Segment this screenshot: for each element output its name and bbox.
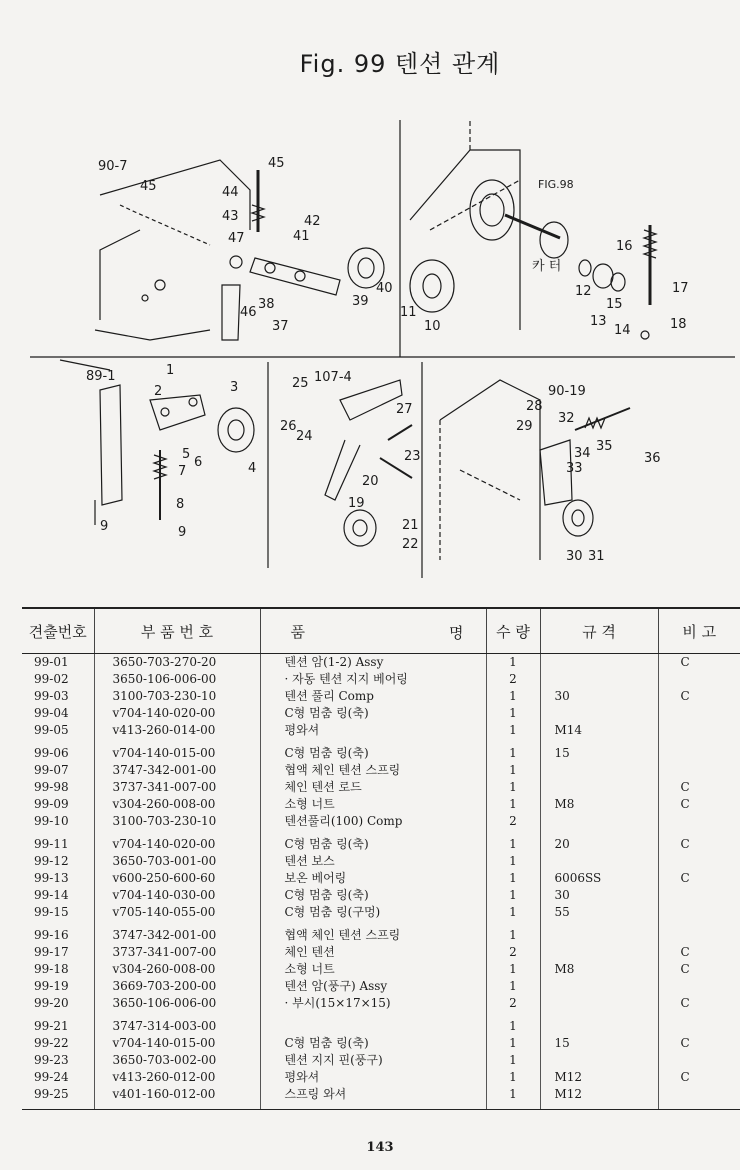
- row-id: 99-14: [22, 887, 94, 904]
- row-part-number: 3650-703-270-20: [94, 654, 260, 672]
- callout-labels: [86, 156, 689, 564]
- row-name: C형 멈춤 링(축): [260, 705, 486, 722]
- svg-text:7: 7: [178, 464, 187, 479]
- parts-table-wrapper: [22, 607, 740, 1110]
- table-row: [22, 853, 740, 870]
- svg-text:37: 37: [272, 319, 289, 334]
- svg-text:10: 10: [424, 319, 441, 334]
- row-qty: 1: [486, 978, 540, 995]
- row-qty: 1: [486, 887, 540, 904]
- table-row: [22, 870, 740, 887]
- row-spec: [540, 921, 658, 944]
- row-id: 99-22: [22, 1035, 94, 1052]
- svg-text:4: 4: [248, 461, 257, 476]
- svg-text:15: 15: [606, 297, 623, 312]
- svg-text:47: 47: [228, 231, 245, 246]
- row-name: 체인 텐션: [260, 944, 486, 961]
- svg-text:23: 23: [404, 449, 421, 464]
- row-qty: 1: [486, 853, 540, 870]
- row-id: 99-05: [22, 722, 94, 739]
- row-part-number: v600-250-600-60: [94, 870, 260, 887]
- row-name: · 부시(15×17×15): [260, 995, 486, 1012]
- row-note: [658, 705, 740, 722]
- svg-text:1: 1: [166, 363, 175, 378]
- row-spec: 15: [540, 1035, 658, 1052]
- row-spec: [540, 705, 658, 722]
- row-spec: [540, 671, 658, 688]
- row-name: C형 멈춤 링(축): [260, 1035, 486, 1052]
- row-spec: [540, 944, 658, 961]
- svg-text:46: 46: [240, 305, 257, 320]
- table-row: [22, 1012, 740, 1035]
- svg-text:30: 30: [566, 549, 583, 564]
- row-id: 99-11: [22, 830, 94, 853]
- row-name: 텐션풀리(100) Comp: [260, 813, 486, 830]
- svg-text:8: 8: [176, 497, 185, 512]
- row-part-number: 3100-703-230-10: [94, 688, 260, 705]
- svg-text:13: 13: [590, 314, 607, 329]
- row-part-number: v401-160-012-00: [94, 1086, 260, 1109]
- row-note: C: [680, 797, 690, 811]
- row-qty: 1: [486, 1012, 540, 1035]
- row-qty: 1: [486, 830, 540, 853]
- svg-text:45: 45: [140, 179, 157, 194]
- row-part-number: 3747-342-001-00: [94, 762, 260, 779]
- svg-text:3: 3: [230, 380, 239, 395]
- row-qty: 1: [486, 1052, 540, 1069]
- row-id: 99-10: [22, 813, 94, 830]
- row-note: C: [680, 871, 690, 885]
- row-id: 99-19: [22, 978, 94, 995]
- row-note: C: [680, 780, 690, 794]
- row-name: 소형 너트: [260, 961, 486, 978]
- row-qty: 1: [486, 961, 540, 978]
- svg-text:17: 17: [672, 281, 689, 296]
- row-spec: [540, 1052, 658, 1069]
- row-name: · 자동 텐션 지지 베어링: [260, 671, 486, 688]
- svg-text:26: 26: [280, 419, 297, 434]
- table-row: [22, 887, 740, 904]
- row-part-number: 3650-106-006-00: [94, 671, 260, 688]
- row-qty: 1: [486, 762, 540, 779]
- table-row: [22, 688, 740, 705]
- table-row: [22, 921, 740, 944]
- row-note: [658, 921, 740, 944]
- row-part-number: 3650-703-001-00: [94, 853, 260, 870]
- svg-text:12: 12: [575, 284, 592, 299]
- svg-text:90-7: 90-7: [98, 159, 128, 174]
- row-spec: M14: [540, 722, 658, 739]
- svg-text:18: 18: [670, 317, 687, 332]
- row-qty: 1: [486, 904, 540, 921]
- row-name: 소형 너트: [260, 796, 486, 813]
- svg-text:38: 38: [258, 297, 275, 312]
- header-spec: 규 격: [540, 608, 658, 654]
- row-name: 텐션 보스: [260, 853, 486, 870]
- svg-text:44: 44: [222, 185, 239, 200]
- row-qty: 1: [486, 870, 540, 887]
- row-name: 협액 체인 텐션 스프링: [260, 921, 486, 944]
- row-part-number: 3669-703-200-00: [94, 978, 260, 995]
- row-part-number: v413-260-012-00: [94, 1069, 260, 1086]
- row-qty: 1: [486, 722, 540, 739]
- row-note: C: [680, 1070, 690, 1084]
- row-note: C: [680, 945, 690, 959]
- table-row: [22, 779, 740, 796]
- row-id: 99-13: [22, 870, 94, 887]
- svg-text:25: 25: [292, 376, 309, 391]
- row-qty: 1: [486, 921, 540, 944]
- svg-text:107-4: 107-4: [314, 370, 352, 385]
- row-name: 평와셔: [260, 722, 486, 739]
- table-row: [22, 1052, 740, 1069]
- row-spec: 30: [540, 688, 658, 705]
- svg-text:20: 20: [362, 474, 379, 489]
- header-note: 비 고: [658, 608, 740, 654]
- row-qty: 1: [486, 1035, 540, 1052]
- row-note: C: [680, 689, 690, 703]
- row-id: 99-01: [22, 654, 94, 672]
- row-name: 텐션 풀리 Comp: [260, 688, 486, 705]
- row-spec: M12: [540, 1069, 658, 1086]
- svg-text:42: 42: [304, 214, 321, 229]
- svg-text:89-1: 89-1: [86, 369, 116, 384]
- table-row: [22, 705, 740, 722]
- row-spec: [540, 762, 658, 779]
- table-body: [22, 654, 740, 1110]
- table-row: [22, 722, 740, 739]
- row-part-number: 3650-703-002-00: [94, 1052, 260, 1069]
- row-id: 99-07: [22, 762, 94, 779]
- row-name: 체인 텐션 로드: [260, 779, 486, 796]
- table-row: [22, 739, 740, 762]
- row-note: [658, 853, 740, 870]
- row-note: [658, 722, 740, 739]
- row-note: [658, 1086, 740, 1109]
- row-note: [658, 762, 740, 779]
- row-name: C형 멈춤 링(축): [260, 739, 486, 762]
- row-id: 99-25: [22, 1086, 94, 1109]
- parts-table: [22, 607, 740, 1109]
- svg-text:28: 28: [526, 399, 543, 414]
- table-row: [22, 944, 740, 961]
- svg-text:9: 9: [100, 519, 109, 534]
- row-id: 99-04: [22, 705, 94, 722]
- row-note: C: [680, 837, 690, 851]
- table-row: [22, 1069, 740, 1086]
- table-row: [22, 904, 740, 921]
- row-name: [260, 1012, 486, 1035]
- row-id: 99-03: [22, 688, 94, 705]
- row-part-number: v304-260-008-00: [94, 961, 260, 978]
- svg-text:16: 16: [616, 239, 633, 254]
- row-qty: 1: [486, 739, 540, 762]
- row-id: 99-09: [22, 796, 94, 813]
- header-id: 견출번호: [22, 608, 94, 654]
- svg-text:22: 22: [402, 537, 419, 552]
- svg-text:11: 11: [400, 305, 417, 320]
- svg-text:43: 43: [222, 209, 239, 224]
- header-name: [260, 608, 486, 654]
- svg-text:9: 9: [178, 525, 187, 540]
- row-qty: 1: [486, 654, 540, 672]
- row-name: C형 멈춤 링(축): [260, 830, 486, 853]
- row-part-number: v704-140-015-00: [94, 739, 260, 762]
- row-part-number: v705-140-055-00: [94, 904, 260, 921]
- row-name: 보온 베어링: [260, 870, 486, 887]
- table-row: [22, 978, 740, 995]
- row-note: [658, 1052, 740, 1069]
- svg-text:19: 19: [348, 496, 365, 511]
- row-spec: [540, 654, 658, 672]
- row-name: 평와셔: [260, 1069, 486, 1086]
- row-spec: 6006SS: [540, 870, 658, 887]
- row-spec: [540, 813, 658, 830]
- svg-text:32: 32: [558, 411, 575, 426]
- svg-text:45: 45: [268, 156, 285, 171]
- table-row: [22, 1086, 740, 1109]
- row-spec: [540, 853, 658, 870]
- row-name: 텐션 지지 핀(풍구): [260, 1052, 486, 1069]
- table-bottom-rule: [22, 1109, 740, 1110]
- row-id: 99-06: [22, 739, 94, 762]
- row-qty: 1: [486, 1086, 540, 1109]
- row-note: [658, 904, 740, 921]
- figure-title: Fig. 99 텐션 관계: [299, 50, 501, 78]
- svg-text:40: 40: [376, 281, 393, 296]
- row-id: 99-24: [22, 1069, 94, 1086]
- row-note: C: [680, 1036, 690, 1050]
- row-qty: 1: [486, 705, 540, 722]
- row-spec: [540, 978, 658, 995]
- svg-text:21: 21: [402, 518, 419, 533]
- row-note: [658, 671, 740, 688]
- row-part-number: v704-140-020-00: [94, 705, 260, 722]
- row-qty: 2: [486, 671, 540, 688]
- row-part-number: 3737-341-007-00: [94, 944, 260, 961]
- row-qty: 1: [486, 779, 540, 796]
- row-id: 99-23: [22, 1052, 94, 1069]
- row-part-number: 3747-314-003-00: [94, 1012, 260, 1035]
- row-part-number: 3650-106-006-00: [94, 995, 260, 1012]
- svg-text:5: 5: [182, 447, 191, 462]
- row-spec: 55: [540, 904, 658, 921]
- row-note: C: [680, 655, 690, 669]
- svg-text:27: 27: [396, 402, 413, 417]
- row-qty: 2: [486, 813, 540, 830]
- row-id: 99-18: [22, 961, 94, 978]
- row-note: [658, 978, 740, 995]
- svg-text:6: 6: [194, 455, 203, 470]
- svg-text:90-19: 90-19: [548, 384, 586, 399]
- table-header-row: [22, 608, 740, 654]
- header-qty: 수 량: [486, 608, 540, 654]
- row-spec: M12: [540, 1086, 658, 1109]
- svg-text:14: 14: [614, 323, 631, 338]
- row-id: 99-15: [22, 904, 94, 921]
- row-spec: M8: [540, 961, 658, 978]
- header-name-right: 명: [449, 624, 464, 642]
- row-part-number: v413-260-014-00: [94, 722, 260, 739]
- row-spec: [540, 1012, 658, 1035]
- svg-text:39: 39: [352, 294, 369, 309]
- table-row: [22, 995, 740, 1012]
- row-qty: 2: [486, 944, 540, 961]
- row-id: 99-17: [22, 944, 94, 961]
- svg-text:33: 33: [566, 461, 583, 476]
- table-row: [22, 762, 740, 779]
- svg-text:카 터: 카 터: [532, 259, 562, 274]
- table-row: [22, 1035, 740, 1052]
- svg-text:34: 34: [574, 446, 591, 461]
- row-name: 협액 체인 텐션 스프링: [260, 762, 486, 779]
- table-row: [22, 671, 740, 688]
- svg-text:FIG.98: FIG.98: [538, 178, 574, 191]
- row-name: 텐션 암(1-2) Assy: [260, 654, 486, 672]
- row-qty: 1: [486, 796, 540, 813]
- row-id: 99-98: [22, 779, 94, 796]
- row-part-number: 3747-342-001-00: [94, 921, 260, 944]
- row-spec: [540, 995, 658, 1012]
- row-part-number: v704-140-030-00: [94, 887, 260, 904]
- row-spec: 20: [540, 830, 658, 853]
- row-id: 99-20: [22, 995, 94, 1012]
- row-name: 스프링 와셔: [260, 1086, 486, 1109]
- row-id: 99-02: [22, 671, 94, 688]
- row-qty: 1: [486, 1069, 540, 1086]
- table-row: [22, 961, 740, 978]
- header-part-number: 부 품 번 호: [94, 608, 260, 654]
- table-row: [22, 830, 740, 853]
- row-name: C형 멈춤 링(구멍): [260, 904, 486, 921]
- row-part-number: v304-260-008-00: [94, 796, 260, 813]
- page-number: 143: [366, 1140, 394, 1155]
- row-part-number: 3100-703-230-10: [94, 813, 260, 830]
- svg-text:24: 24: [296, 429, 313, 444]
- row-spec: M8: [540, 796, 658, 813]
- row-note: [658, 813, 740, 830]
- row-qty: 1: [486, 688, 540, 705]
- row-qty: 2: [486, 995, 540, 1012]
- row-spec: [540, 779, 658, 796]
- svg-text:2: 2: [154, 384, 163, 399]
- row-part-number: v704-140-015-00: [94, 1035, 260, 1052]
- row-note: [658, 887, 740, 904]
- svg-text:35: 35: [596, 439, 613, 454]
- row-note: C: [680, 962, 690, 976]
- svg-text:41: 41: [293, 229, 310, 244]
- svg-text:31: 31: [588, 549, 605, 564]
- row-part-number: 3737-341-007-00: [94, 779, 260, 796]
- table-row: [22, 654, 740, 672]
- table-row: [22, 796, 740, 813]
- row-id: 99-21: [22, 1012, 94, 1035]
- row-part-number: v704-140-020-00: [94, 830, 260, 853]
- row-id: 99-12: [22, 853, 94, 870]
- header-name-left: 품: [290, 622, 305, 641]
- row-spec: 15: [540, 739, 658, 762]
- row-spec: 30: [540, 887, 658, 904]
- svg-text:36: 36: [644, 451, 661, 466]
- row-id: 99-16: [22, 921, 94, 944]
- table-row: [22, 813, 740, 830]
- row-note: C: [680, 996, 690, 1010]
- svg-text:29: 29: [516, 419, 533, 434]
- row-note: [658, 739, 740, 762]
- row-name: C형 멈춤 링(축): [260, 887, 486, 904]
- row-note: [658, 1012, 740, 1035]
- row-name: 텐션 암(풍구) Assy: [260, 978, 486, 995]
